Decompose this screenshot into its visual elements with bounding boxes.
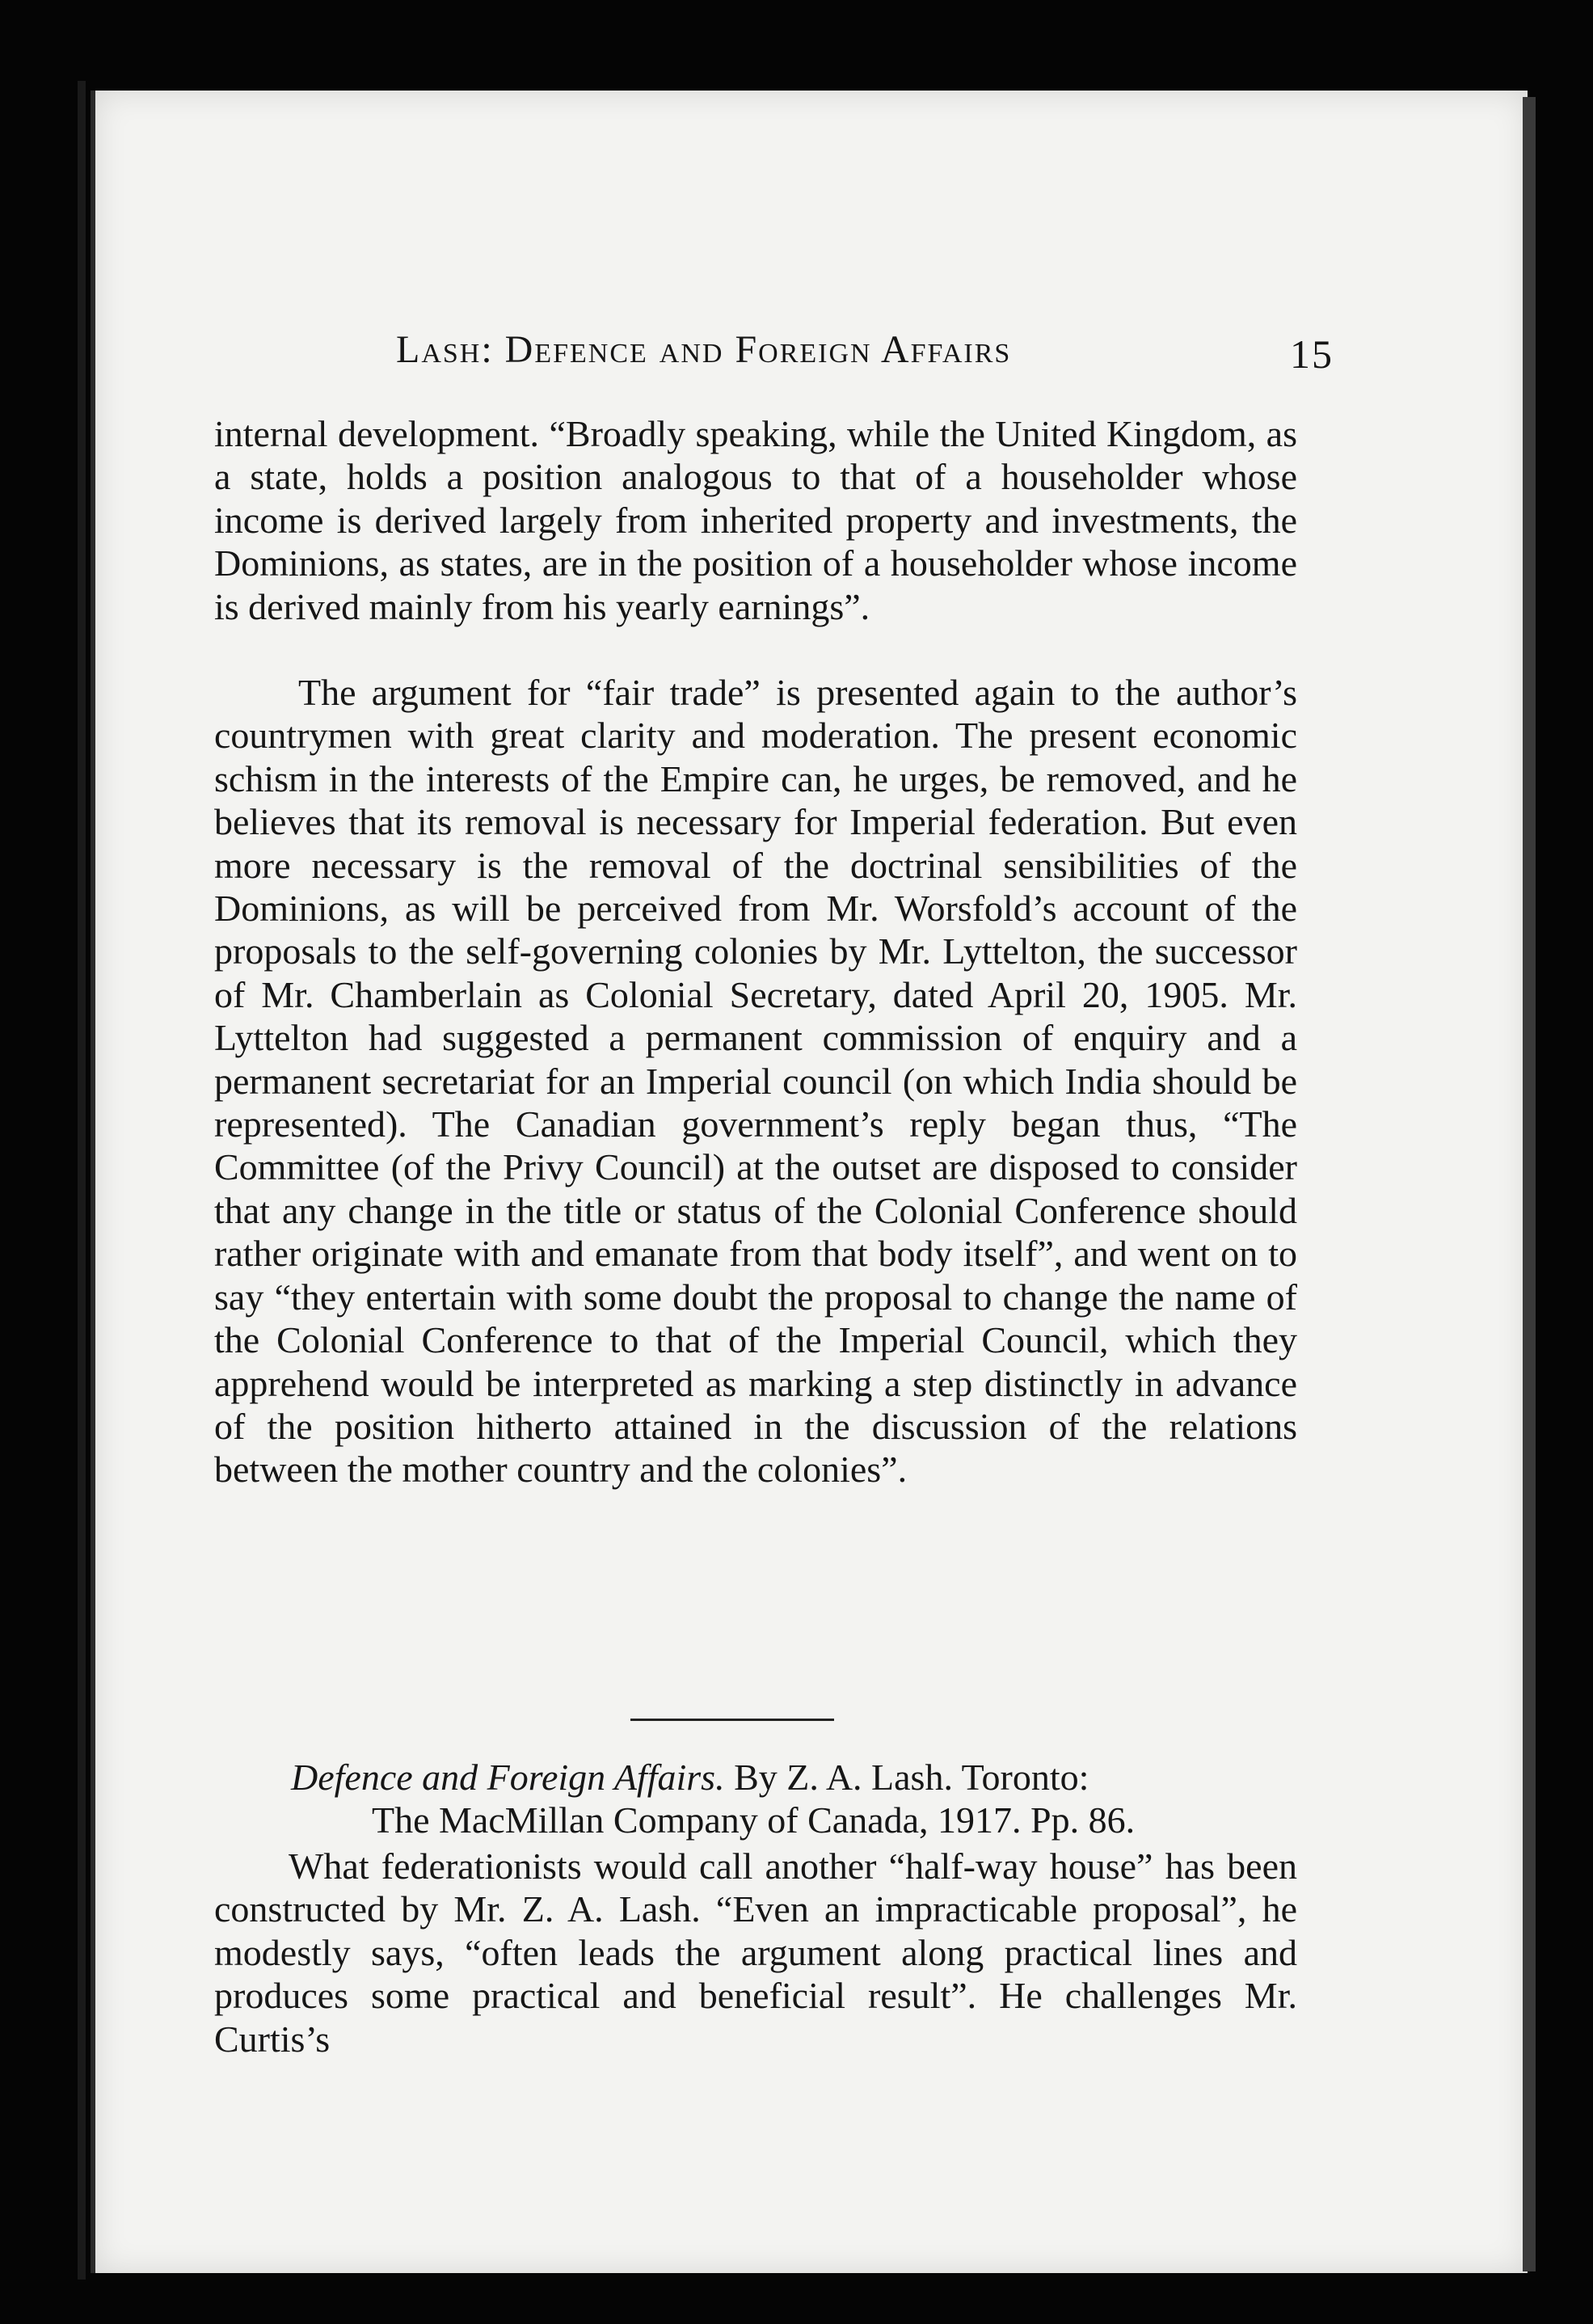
book-spine-edge [78,81,86,2280]
paragraph-3: What federationists would call another “half-way house” has been constructed by Mr. Z. A. Lash. “Even an impracticable proposal”, he modestly says, “often leads the argument along practical lines and produces some practical and beneficial result”. He challenges Mr. Curtis’s [214,1845,1297,2060]
paragraph-1: internal development. “Broadly speaking, while the United Kingdom, as a state, holds a position analogous to that of a householder whose income is derived largely from inherited property and investments, the Dominions, as states, are in the position of a householder whose income is derived mainly from his yearly earnings”. [214,413,1297,627]
citation-author: By Z. A. Lash. [734,1757,953,1798]
citation-publisher: The MacMillan Company of Canada, 1917. Pp. 86. [372,1799,1136,1841]
running-title: Lash: Defence and Foreign Affairs [396,328,1012,371]
book-title: Defence and Foreign Affairs. [291,1757,725,1798]
running-header [396,327,1334,377]
paragraph-2: The argument for “fair trade” is presented again to the author’s countrymen with great clarity and moderation. The present economic schism in the interests of the Empire can, he urges, be removed, and he believes that its removal is necessary for Imperial federation. But even more necessary is the removal of the doctrinal sensibilities of the Dominions, as will be perceived from Mr. Worsfold’s account of the proposals to the self-governing colonies by Mr. Lyttelton, the successor of Mr. Chamberlain as Colonial Secretary, dated April 20, 1905. Mr. Lyttelton had suggested a permanent commission of enquiry and a permanent secretariat for an Imperial council (on which India should be represented). The Canadian government’s reply began thus, “The Committee (of the Privy Council) at the outset are disposed to consider that any change in the title or status of the Colonial Conference should rather originate with and emanate from that body itself”, and went on to say “they entertain with some doubt the proposal to change the name of the Colonial Conference to that of the Imperial Council, which they apprehend would be interpreted as marking a step distinctly in advance of the position hitherto attained in the discussion of the relations between the mother country and the colonies”. [214,672,1297,1491]
section-divider [630,1719,834,1721]
page-right-edge [1523,97,1536,2271]
page-number: 15 [1290,331,1334,377]
citation-place: Toronto: [961,1757,1089,1798]
book-citation [291,1756,1297,1841]
